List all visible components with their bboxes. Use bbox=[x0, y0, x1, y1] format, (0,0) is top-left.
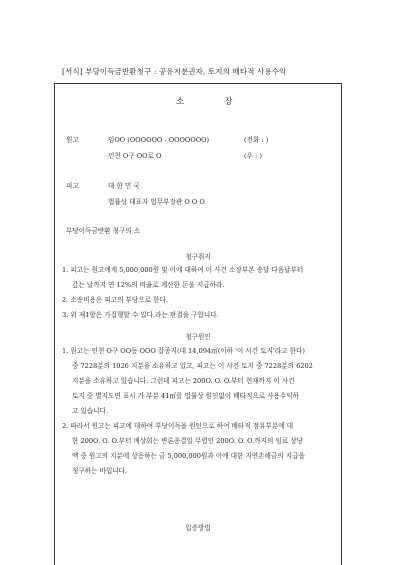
claim-item bbox=[62, 263, 303, 293]
cause-line: 한 200O. O. O.부터 매상회는 변론종결일 무렵인 200O. O. O.까지의 임료 상당 bbox=[72, 437, 304, 445]
claim-item bbox=[62, 293, 303, 308]
claims-list bbox=[62, 263, 303, 323]
cause-line: 토지 중 별지도면 표시 가 부분 41㎡를 법률상 원인없이 배타적으로 사용수익하 bbox=[72, 392, 300, 400]
cause-line: 1. 원고는 인천 O구 OO동 OOO 잡종지(대 14,094㎡(이하 '이 사건 토지'라고 한다) bbox=[62, 347, 305, 355]
document-frame bbox=[54, 83, 342, 565]
causes-list bbox=[62, 344, 313, 479]
case-name: 부당이득금반환 청구의 소 bbox=[66, 227, 141, 235]
defendant-name: 대 한 민 국 bbox=[108, 182, 140, 190]
cause-line: 2. 따라서 원고는 피고에 대하여 부당이득을 원인으로 하여 배타적 점유부분에 대 bbox=[62, 422, 294, 430]
claim-line: 1. 피고는 원고에게 5,000,000원 및 이에 대하여 이 사건 소장부본 송달 다음날부터 bbox=[62, 266, 304, 274]
form-header: [서식] 부당이득금반환청구 : 공유지분권자, 토지의 배타적 사용수익 bbox=[62, 67, 287, 76]
cause-item bbox=[62, 419, 313, 479]
claim-line: 3. 위 제1항은 가집행할 수 있다.라는 판결을 구합니다. bbox=[62, 311, 219, 319]
plaintiff-address: 인천 O구 OO로 O bbox=[108, 152, 162, 160]
cause-line: 액 중 원고의 지분에 상응하는 금 5,000,000원과 이에 대한 지연손해금의 지급을 bbox=[72, 452, 305, 460]
document-title: 소장 bbox=[176, 97, 273, 107]
plaintiff-name: 임OO (OOOOOO - OOOOOOO) bbox=[108, 136, 210, 144]
claim-item bbox=[62, 308, 303, 323]
cause-section-title: 청구원인 bbox=[185, 333, 211, 341]
claim-section-title: 청구취지 bbox=[185, 253, 211, 261]
claim-line: 갚는 날까지 연 12%의 비율로 계산한 돈을 지급하라. bbox=[72, 281, 225, 289]
plaintiff-phone: (전화 : ) bbox=[244, 136, 269, 144]
cause-line: 지분을 소유하고 있습니다. 그런데 피고는 200O. O. O.부터 현재까지 이 사건 bbox=[72, 377, 295, 385]
cause-line: 청구하는 바입니다. bbox=[72, 467, 128, 475]
plaintiff-label: 원고 bbox=[66, 136, 79, 144]
claim-line: 2. 소송비용은 피고의 부담으로 한다. bbox=[62, 296, 168, 304]
cause-line: 고 있습니다. bbox=[72, 407, 109, 415]
defendant-label: 피고 bbox=[66, 182, 79, 190]
cause-line: 중 7228분의 1026 지분을 소유하고 있고, 피고는 이 사건 토지 중 7228분의 6202 bbox=[72, 362, 313, 370]
plaintiff-zip: (우 : ) bbox=[244, 152, 262, 160]
defendant-representative: 법률상 대표자 법무부장관 O O O bbox=[108, 198, 205, 206]
cause-item bbox=[62, 344, 313, 419]
evidence-section-title: 입증방법 bbox=[185, 524, 211, 532]
